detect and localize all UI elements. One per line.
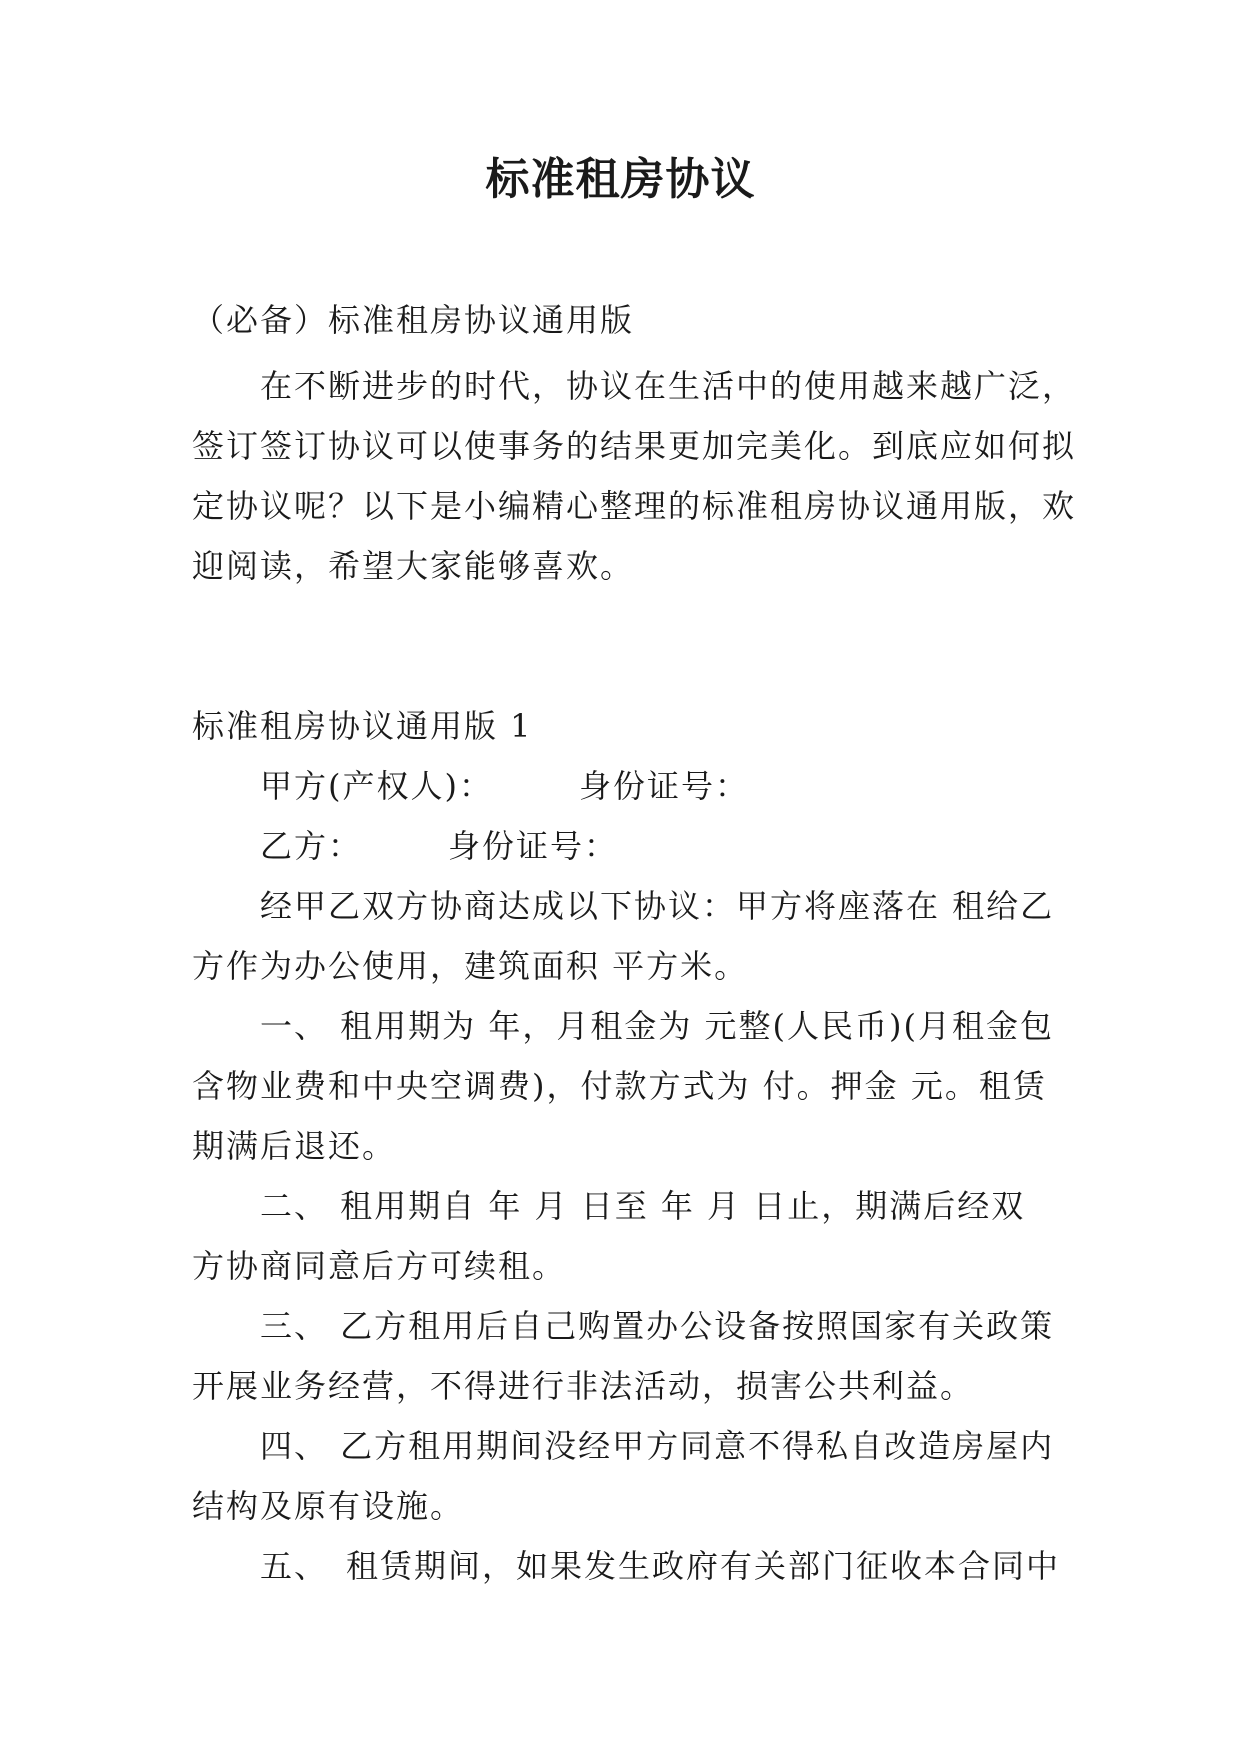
- body-line-9: 方协商同意后方可续租。: [192, 1247, 567, 1285]
- intro-line-4: 迎阅读，希望大家能够喜欢。: [192, 547, 635, 585]
- intro-line-1: 在不断进步的时代，协议在生活中的使用越来越广泛，: [192, 367, 1077, 405]
- body-line-12: 四、 乙方租用期间没经甲方同意不得私自改造房屋内: [192, 1427, 1055, 1465]
- body-line-10: 三、 乙方租用后自己购置办公设备按照国家有关政策: [192, 1307, 1055, 1345]
- document-title: 标准租房协议: [485, 154, 756, 205]
- intro-line-3: 定协议呢？以下是小编精心整理的标准租房协议通用版，欢: [192, 487, 1077, 525]
- body-line-11: 开展业务经营，不得进行非法活动，损害公共利益。: [192, 1367, 975, 1405]
- body-line-13: 结构及原有设施。: [192, 1487, 465, 1525]
- body-line-4: 方作为办公使用，建筑面积 平方米。: [192, 947, 749, 985]
- body-line-5: 一、 租用期为 年，月租金为 元整(人民币)(月租金包: [192, 1007, 1054, 1045]
- intro-line-2: 签订签订协议可以使事务的结果更加完美化。到底应如何拟: [192, 427, 1077, 465]
- body-line-14: 五、 租赁期间，如果发生政府有关部门征收本合同中: [192, 1547, 1061, 1585]
- section-heading: 标准租房协议通用版 1: [192, 707, 533, 745]
- body-line-6: 含物业费和中央空调费)，付款方式为 付。押金 元。租赁: [192, 1067, 1047, 1105]
- body-line-3: 经甲乙双方协商达成以下协议：甲方将座落在 租给乙: [192, 887, 1055, 925]
- body-line-2: 乙方： 身份证号：: [192, 827, 619, 865]
- document-subtitle: （必备）标准租房协议通用版: [192, 301, 635, 339]
- body-line-8: 二、 租用期自 年 月 日至 年 月 日止，期满后经双: [192, 1187, 1026, 1225]
- body-line-7: 期满后退还。: [192, 1127, 397, 1165]
- body-line-1: 甲方(产权人)： 身份证号：: [192, 767, 749, 805]
